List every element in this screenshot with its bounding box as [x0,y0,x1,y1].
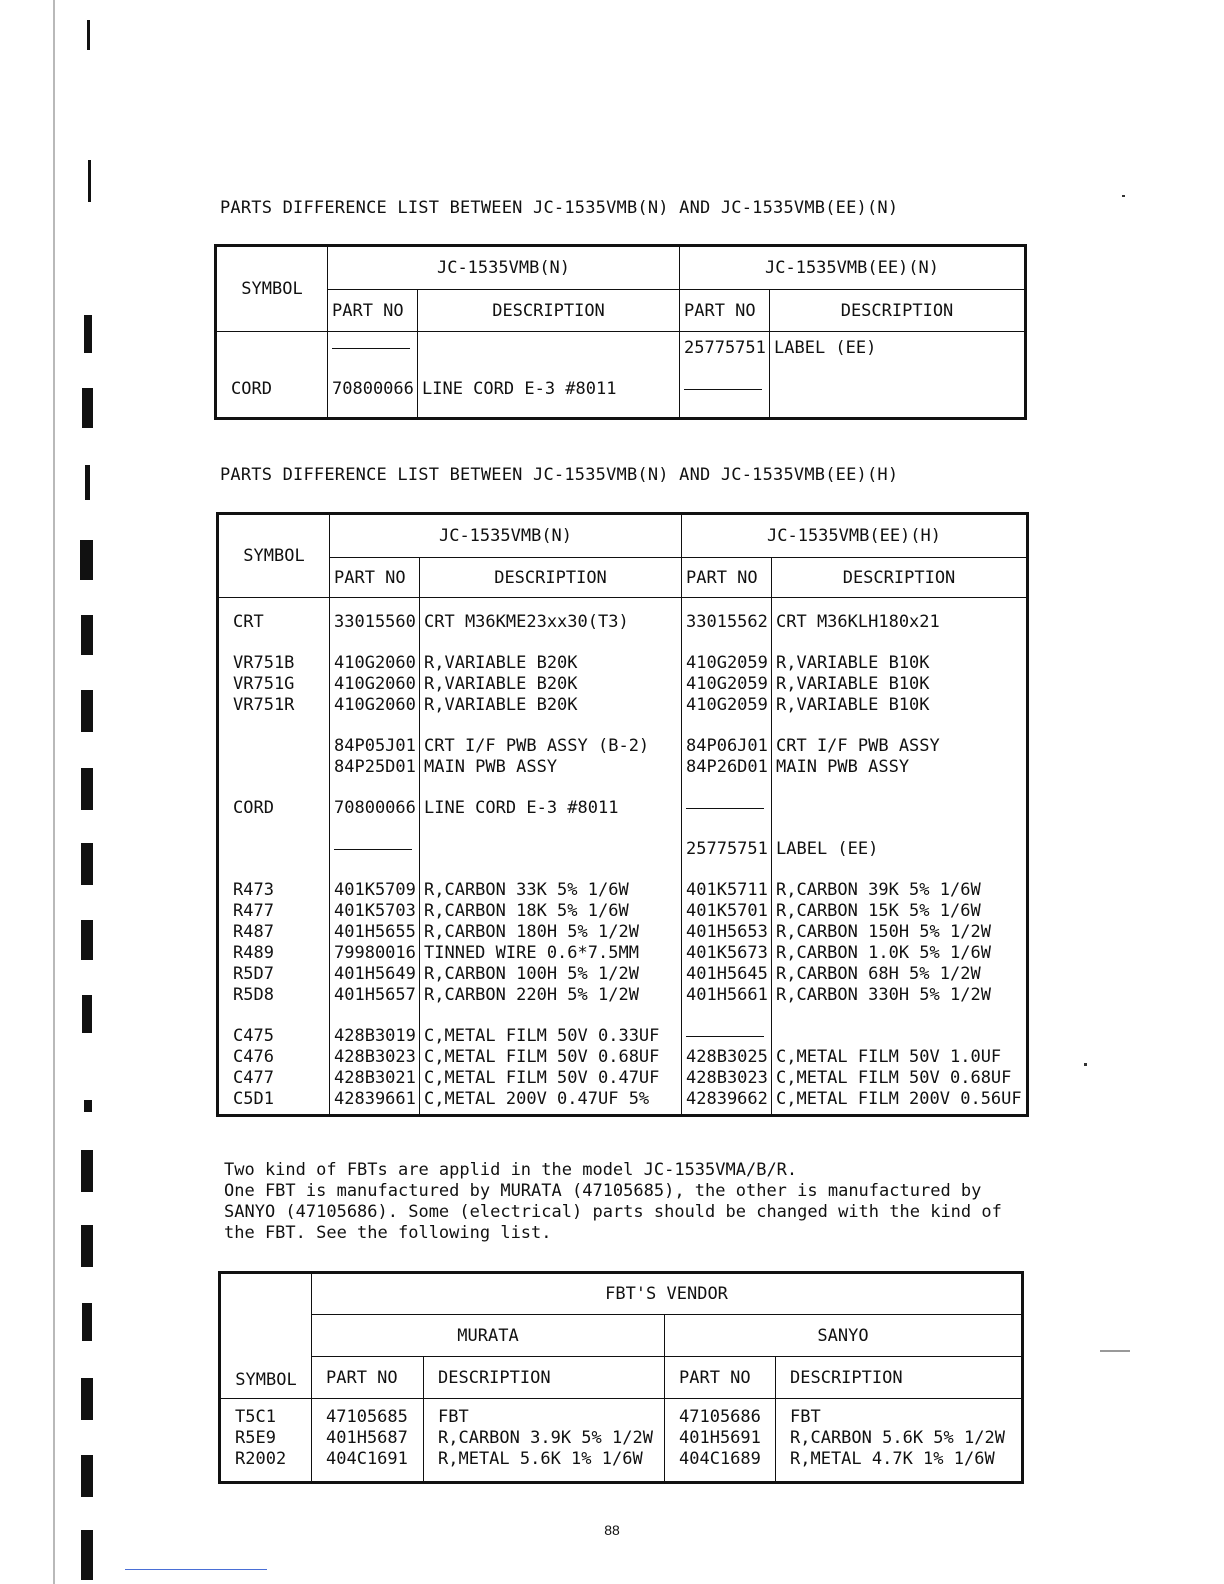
description-cell: R,CARBON 150H 5% 1/2W [776,922,991,942]
description-cell: R,VARIABLE B20K [424,695,578,715]
part-no-column [682,598,772,1116]
part-no-column [330,598,420,1116]
binding-margin [0,0,95,1584]
description-cell: C,METAL FILM 50V 0.68UF [424,1047,660,1067]
description-cell: R,VARIABLE B10K [776,653,930,673]
binding-mark [81,1378,93,1420]
symbol-cell: C5D1 [233,1089,274,1109]
symbol-header: SYMBOL [220,1273,312,1399]
description-header: DESCRIPTION [776,1357,1023,1399]
description-cell: LINE CORD E-3 #8011 [424,798,619,818]
description-cell: FBT [438,1407,469,1427]
part-no-cell: 42839662 [686,1089,768,1109]
description-cell: LABEL (EE) [776,839,879,859]
description-header: DESCRIPTION [420,558,682,598]
binding-mark [88,160,91,202]
symbol-cell: R5D7 [233,964,274,984]
description-header: DESCRIPTION [772,558,1028,598]
part-no-header: PART NO [330,558,420,598]
symbol-cell: R2002 [235,1449,287,1469]
description-cell: MAIN PWB ASSY [424,757,558,777]
scan-speck [1084,1063,1087,1066]
description-cell: TINNED WIRE 0.6*7.5MM [424,943,639,963]
description-cell: R,VARIABLE B10K [776,695,930,715]
part-no-cell: 410G2059 [686,695,768,715]
description-cell: R,CARBON 180H 5% 1/2W [424,922,639,942]
symbol-header: SYMBOL [216,246,328,332]
part-no-header: PART NO [328,290,418,332]
part-no-cell: 47105685 [326,1407,408,1427]
part-no-cell: 401H5687 [326,1428,408,1448]
vendor-murata-header: MURATA [312,1315,665,1357]
binding-mark [81,1150,93,1192]
symbol-column [218,598,330,1116]
part-no-cell: 428B3019 [334,1026,416,1046]
description-cell: CRT I/F PWB ASSY (B-2) [424,736,650,756]
part-no-header: PART NO [680,290,770,332]
scan-speck [1122,195,1125,197]
description-header: DESCRIPTION [770,290,1026,332]
description-cell: R,CARBON 1.0K 5% 1/6W [776,943,991,963]
fbt-vendor-table [218,1271,1024,1484]
table-row [216,332,1026,419]
table2-heading: PARTS DIFFERENCE LIST BETWEEN JC-1535VMB(N) AND JC-1535VMB(EE)(H) [220,465,899,485]
part-no-cell: 410G2060 [334,674,416,694]
description-cell: R,METAL 5.6K 1% 1/6W [438,1449,643,1469]
none-dash [686,808,764,809]
binding-mark [81,690,93,732]
part-no-cell: 404C1691 [326,1449,408,1469]
description-cell: C,METAL 200V 0.47UF 5% [424,1089,650,1109]
part-no-cell: 33015562 [686,612,768,632]
binding-mark [81,768,93,810]
binding-mark [82,388,93,428]
paragraph-line: One FBT is manufactured by MURATA (47105685), the other is manufactured by [224,1181,982,1201]
binding-mark [82,995,92,1033]
description-cell: C,METAL FILM 200V 0.56UF [776,1089,1022,1109]
symbol-cell: CORD [233,798,274,818]
part-no-cell: 401H5657 [334,985,416,1005]
description-cell: R,CARBON 68H 5% 1/2W [776,964,981,984]
part-no-cell: 401H5691 [679,1428,761,1448]
page-number: 88 [604,1522,620,1538]
part-no-cell: 84P25D01 [334,757,416,777]
part-no-cell: 401K5673 [686,943,768,963]
none-dash-line [686,798,767,819]
none-dash [684,389,762,390]
page-underline [125,1569,267,1570]
description-cell: CRT M36KME23xx30(T3) [424,612,629,632]
description-cell: R,CARBON 39K 5% 1/6W [776,880,981,900]
symbol-cell: VR751G [233,674,295,694]
binding-mark [81,1455,93,1497]
none-dash-line [686,1026,767,1047]
part-no-cell: 70800066 [334,798,416,818]
symbol-cell [231,338,323,359]
part-no-cell: 410G2059 [686,653,768,673]
description-cell: R,CARBON 3.9K 5% 1/2W [438,1428,653,1448]
description-cell: R,VARIABLE B20K [424,653,578,673]
description-cell [424,839,677,860]
none-dash [686,1036,764,1037]
description-cell: C,METAL FILM 50V 0.47UF [424,1068,660,1088]
vendor-header: FBT'S VENDOR [312,1273,1023,1315]
model-a-header: JC-1535VMB(N) [328,246,680,290]
description-cell: LINE CORD E-3 #8011 [422,379,617,399]
parts-difference-table-ee-n [214,244,1027,420]
part-no-cell: 42839661 [334,1089,416,1109]
description-cell: R,CARBON 15K 5% 1/6W [776,901,981,921]
part-no-cell: 401K5709 [334,880,416,900]
part-no-cell: 79980016 [334,943,416,963]
part-no-cell: 84P26D01 [686,757,768,777]
model-b-header: JC-1535VMB(EE)(N) [680,246,1026,290]
symbol-cell: C475 [233,1026,274,1046]
symbol-cell: R477 [233,901,274,921]
description-cell: R,VARIABLE B20K [424,674,578,694]
description-cell [422,338,675,359]
none-dash-line [334,839,415,860]
part-no-cell: 84P06J01 [686,736,768,756]
symbol-cell: R487 [233,922,274,942]
description-cell: R,CARBON 5.6K 5% 1/2W [790,1428,1005,1448]
part-no-cell: 410G2060 [334,653,416,673]
paragraph-line: the FBT. See the following list. [224,1223,552,1243]
part-no-header: PART NO [682,558,772,598]
symbol-cell [233,736,325,757]
description-cell: R,VARIABLE B10K [776,674,930,694]
table1-heading: PARTS DIFFERENCE LIST BETWEEN JC-1535VMB(N) AND JC-1535VMB(EE)(N) [220,198,899,218]
description-column [420,598,682,1116]
symbol-cell: VR751B [233,653,295,673]
fbt-note-paragraph [224,1160,1024,1244]
part-no-cell: 84P05J01 [334,736,416,756]
description-cell: R,METAL 4.7K 1% 1/6W [790,1449,995,1469]
description-cell: CRT M36KLH180x21 [776,612,940,632]
part-no-cell: 401K5711 [686,880,768,900]
part-no-cell: 25775751 [686,839,768,859]
binding-mark [81,1225,93,1267]
description-cell: R,CARBON 33K 5% 1/6W [424,880,629,900]
symbol-cell [233,757,325,778]
part-no-header: PART NO [665,1357,776,1399]
table-row [220,1399,1023,1483]
symbol-cell: VR751R [233,695,295,715]
model-a-header: JC-1535VMB(N) [330,514,682,558]
description-cell: C,METAL FILM 50V 0.68UF [776,1068,1012,1088]
description-header: DESCRIPTION [418,290,680,332]
none-dash [332,348,410,349]
binding-mark [81,843,93,885]
description-cell [774,379,1020,400]
symbol-cell: C477 [233,1068,274,1088]
binding-mark [85,465,90,500]
symbol-cell: C476 [233,1047,274,1067]
description-cell [776,798,1022,819]
model-b-header: JC-1535VMB(EE)(H) [682,514,1028,558]
symbol-cell: T5C1 [235,1407,276,1427]
part-no-cell: 401H5649 [334,964,416,984]
binding-mark [84,1100,92,1112]
part-no-cell: 401H5661 [686,985,768,1005]
part-no-cell: 410G2060 [334,695,416,715]
symbol-cell: R5E9 [235,1428,276,1448]
symbol-cell: R473 [233,880,274,900]
part-no-header: PART NO [312,1357,424,1399]
binding-mark [80,540,93,580]
binding-mark [81,615,93,655]
part-no-cell: 401H5655 [334,922,416,942]
description-cell: R,CARBON 100H 5% 1/2W [424,964,639,984]
part-no-cell: 70800066 [332,379,414,399]
description-cell: FBT [790,1407,821,1427]
description-cell [776,1026,1022,1047]
symbol-cell: CORD [231,379,272,399]
description-cell: LABEL (EE) [774,338,877,358]
symbol-cell: R5D8 [233,985,274,1005]
description-cell: CRT I/F PWB ASSY [776,736,940,756]
symbol-cell: R489 [233,943,274,963]
binding-edge-line [53,0,55,1584]
part-no-cell: 428B3023 [334,1047,416,1067]
part-no-cell: 401H5653 [686,922,768,942]
part-no-cell: 428B3023 [686,1068,768,1088]
part-no-cell: 404C1689 [679,1449,761,1469]
part-no-cell: 401K5701 [686,901,768,921]
description-cell: C,METAL FILM 50V 0.33UF [424,1026,660,1046]
description-cell: C,METAL FILM 50V 1.0UF [776,1047,1002,1067]
symbol-header: SYMBOL [218,514,330,598]
binding-mark [81,920,93,960]
part-no-cell: 410G2059 [686,674,768,694]
part-no-cell: 47105686 [679,1407,761,1427]
symbol-cell [233,839,325,860]
binding-mark [87,20,90,50]
symbol-cell: CRT [233,612,264,632]
part-no-cell: 33015560 [334,612,416,632]
description-cell: R,CARBON 220H 5% 1/2W [424,985,639,1005]
part-no-cell: 401K5703 [334,901,416,921]
part-no-cell: 428B3025 [686,1047,768,1067]
part-no-cell: 401H5645 [686,964,768,984]
vendor-sanyo-header: SANYO [665,1315,1023,1357]
description-column [772,598,1028,1116]
part-no-cell: 25775751 [684,338,766,358]
description-cell: R,CARBON 330H 5% 1/2W [776,985,991,1005]
part-no-cell: 428B3021 [334,1068,416,1088]
binding-mark [84,315,92,353]
paragraph-line: Two kind of FBTs are applid in the model JC-1535VMA/B/R. [224,1160,798,1180]
description-cell: MAIN PWB ASSY [776,757,910,777]
parts-difference-table-ee-h [216,512,1029,1117]
paragraph-line: SANYO (47105686). Some (electrical) parts should be changed with the kind of [224,1202,1002,1222]
binding-mark [82,1303,92,1341]
description-cell: R,CARBON 18K 5% 1/6W [424,901,629,921]
description-header: DESCRIPTION [424,1357,665,1399]
none-dash [334,849,412,850]
scan-speck [1100,1350,1130,1352]
table-row [218,598,1028,1116]
